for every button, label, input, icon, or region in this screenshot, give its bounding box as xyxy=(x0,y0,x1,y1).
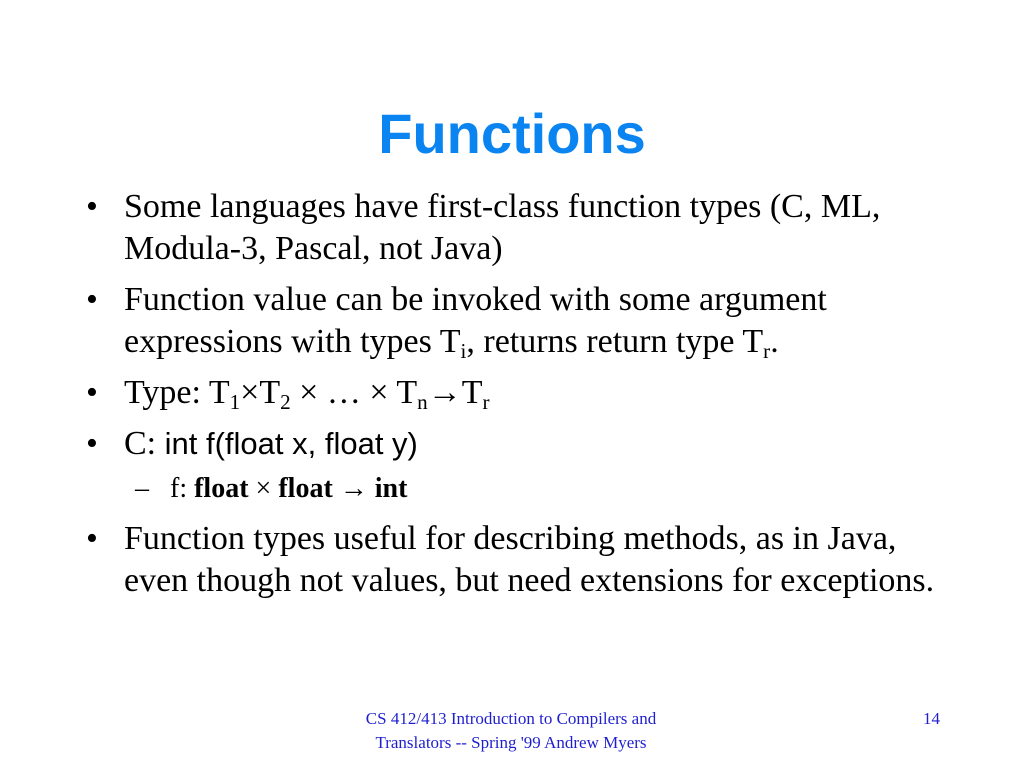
bullet-dot: • xyxy=(86,425,98,462)
arrow-t: →T xyxy=(427,374,483,411)
f-prefix: f: xyxy=(170,473,195,504)
times-op: × xyxy=(248,473,279,504)
slide-title: Functions xyxy=(378,102,646,165)
subscript-2: 2 xyxy=(280,389,291,414)
arrow-op: → xyxy=(332,473,375,504)
subscript-r: r xyxy=(763,338,771,363)
c-code-signature: int f(float x, float y) xyxy=(164,426,418,461)
bullet-dot: • xyxy=(86,374,98,411)
type-middle: × … × T xyxy=(290,374,418,411)
bullet-text: Function value can be invoked with some argument expressions with types T xyxy=(124,281,827,360)
type-int: int xyxy=(374,473,408,504)
bullet-dot: • xyxy=(86,281,98,318)
bullet-dot: • xyxy=(86,188,98,225)
bullet-function-value xyxy=(80,279,950,363)
bullet-text: Some languages have first-class function types (C, ML, Modula-3, Pascal, not Java) xyxy=(124,188,881,267)
bullet-text: , returns return type T xyxy=(466,323,764,360)
bullet-type-signature xyxy=(80,372,950,414)
bullet-first-class-functions xyxy=(80,186,950,270)
subbullet-f-type xyxy=(80,472,950,506)
type-float-2: float xyxy=(278,473,333,504)
times-t: ×T xyxy=(240,374,281,411)
slide-body xyxy=(80,186,950,611)
sub-dash: – xyxy=(135,473,149,504)
bullet-text: . xyxy=(770,323,779,360)
bullet-dot: • xyxy=(86,520,98,557)
subscript-n: n xyxy=(417,389,428,414)
bullet-text: Function types useful for describing methods, as in Java, even though not values, but need extensions for exceptions. xyxy=(124,520,935,599)
c-prefix: C: xyxy=(124,425,165,462)
subscript-i: i xyxy=(460,338,467,363)
subscript-1: 1 xyxy=(229,389,241,414)
type-prefix: Type: T xyxy=(124,374,230,411)
type-float-1: float xyxy=(194,473,249,504)
page-number: 14 xyxy=(923,709,940,728)
subscript-r: r xyxy=(482,389,490,414)
footer-course-info: CS 412/413 Introduction to Compilers and Translators -- Spring '99 Andrew Myers xyxy=(365,709,657,752)
bullet-method-types xyxy=(80,518,950,602)
bullet-c-example xyxy=(80,423,950,465)
